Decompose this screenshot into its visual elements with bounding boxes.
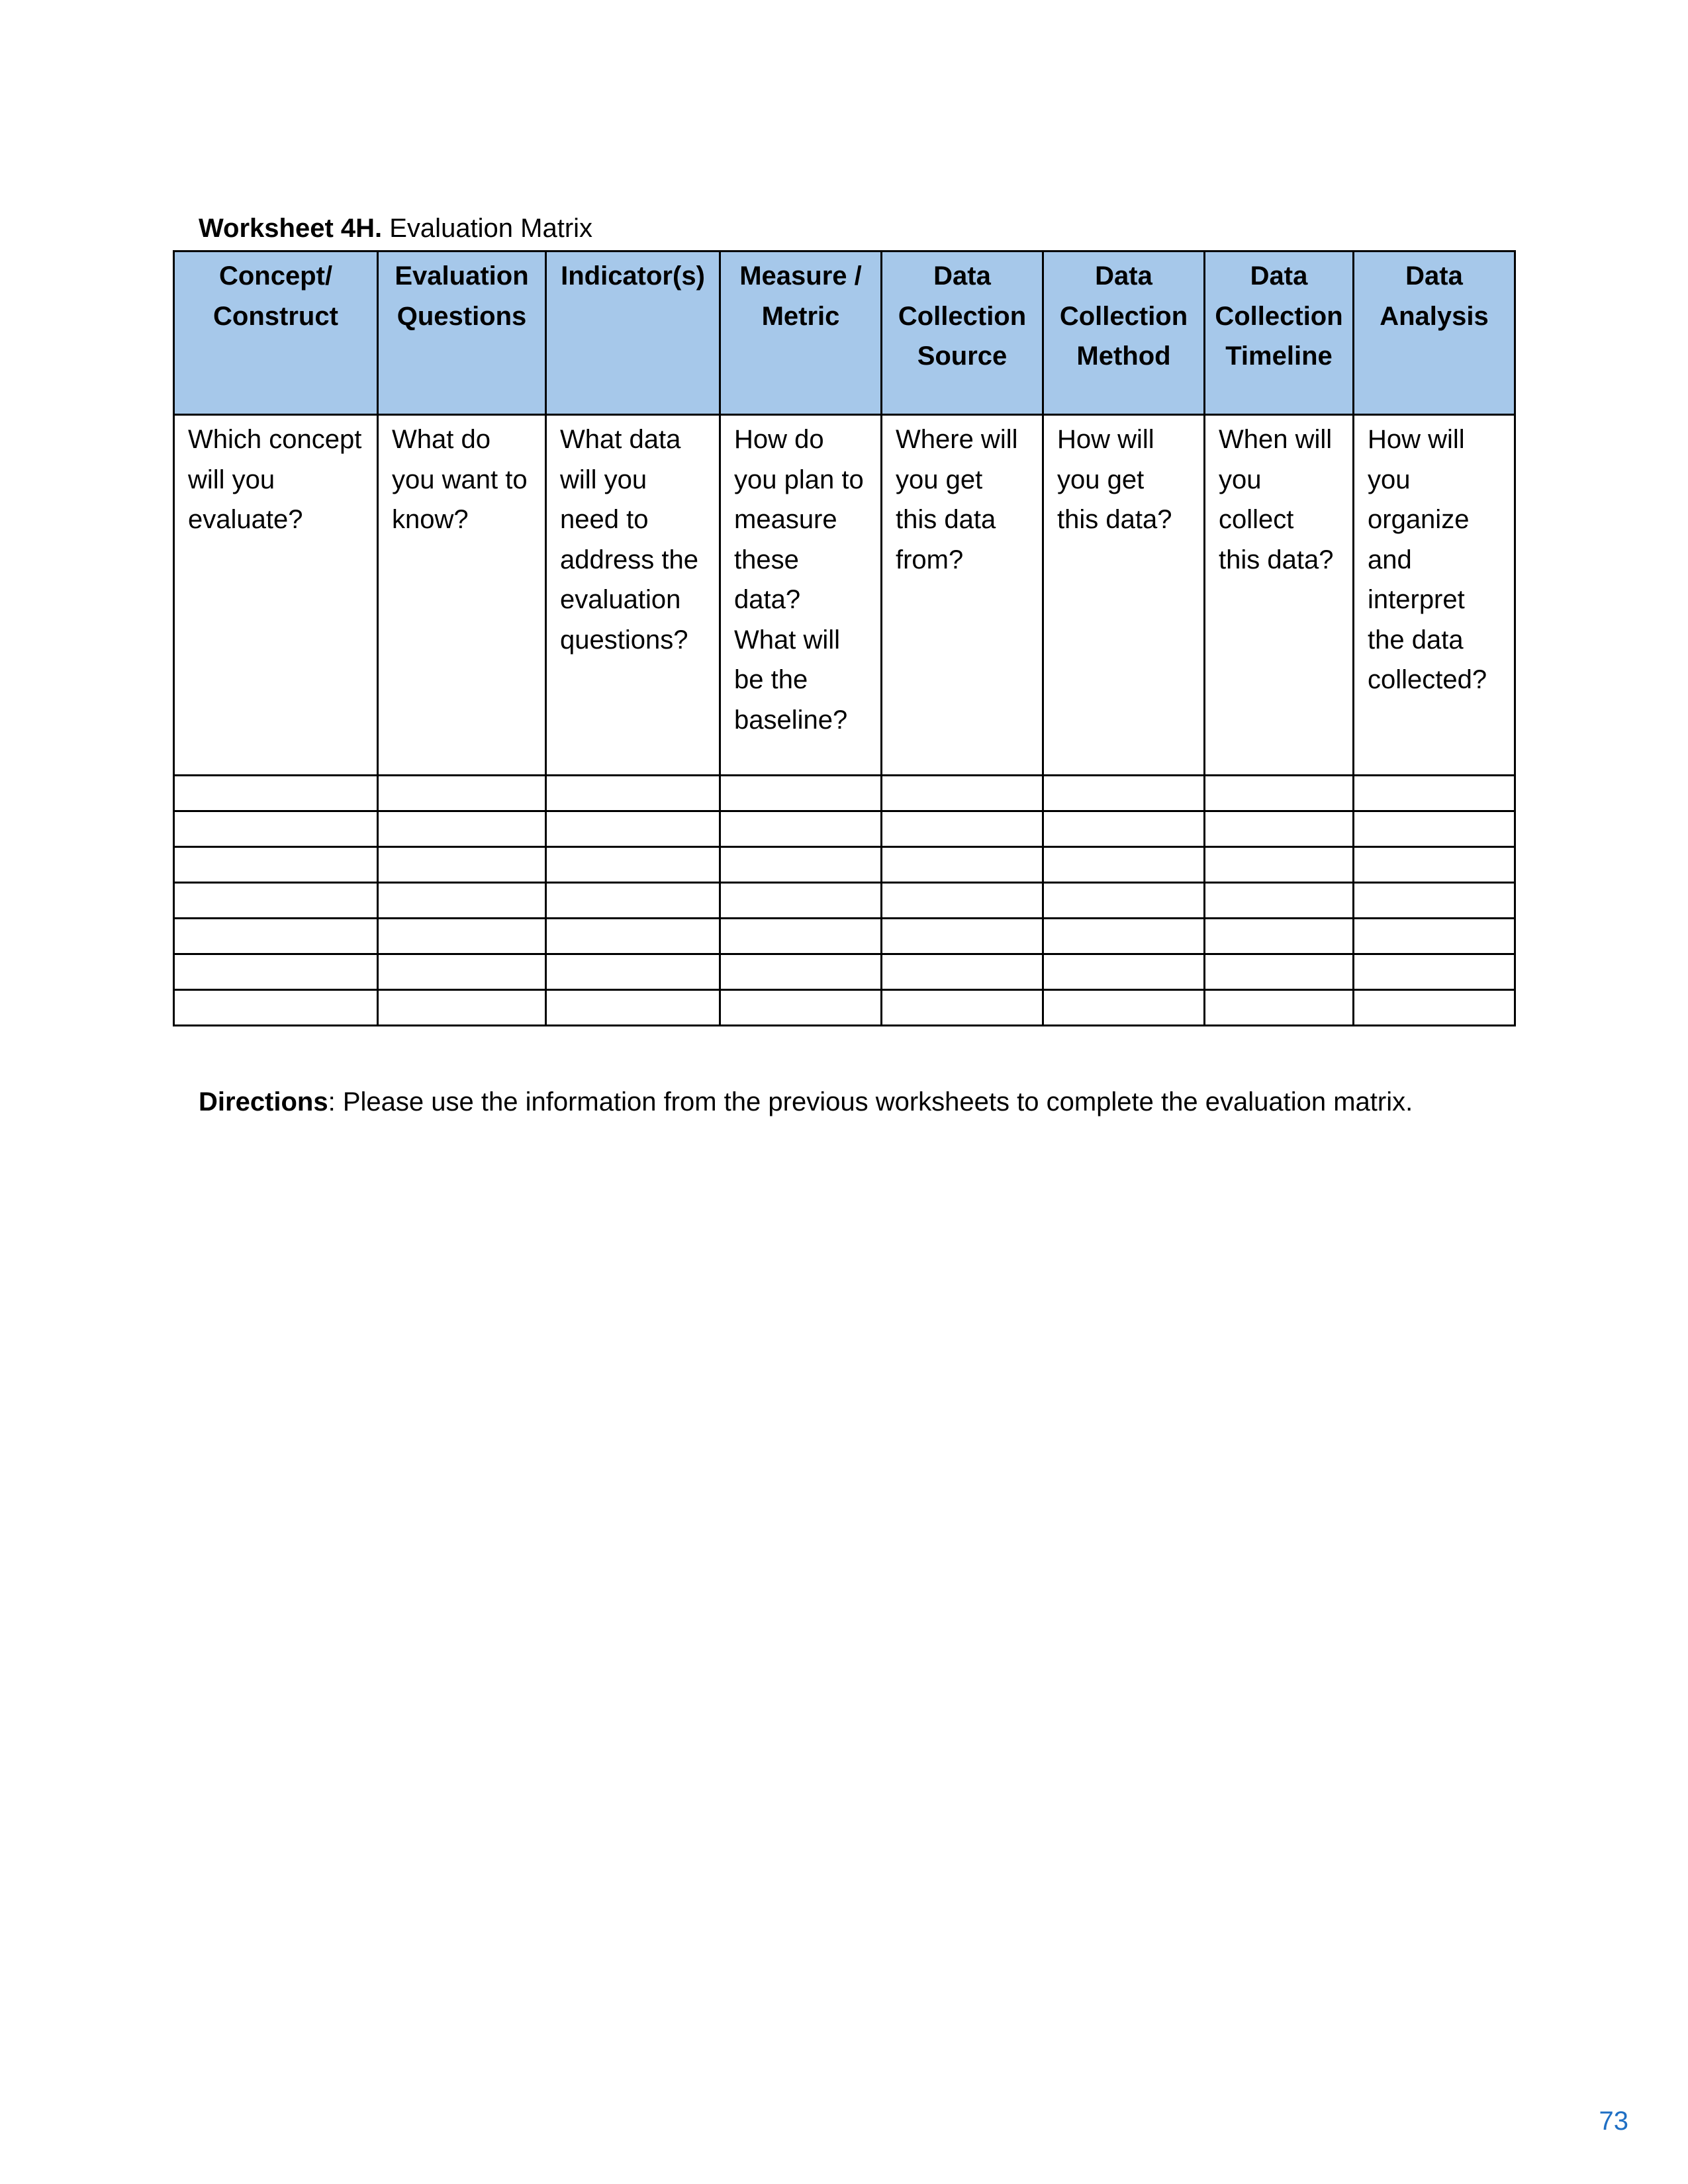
blank-cell[interactable] (546, 847, 720, 883)
blank-cell[interactable] (1354, 990, 1515, 1026)
blank-row (174, 919, 1515, 954)
prompt-concept-construct: Which concept will you evaluate? (174, 415, 378, 776)
prompt-indicators: What data will you need to address the evaluation questions? (546, 415, 720, 776)
header-data-analysis: Data Analysis (1354, 251, 1515, 415)
blank-cell[interactable] (546, 883, 720, 919)
blank-cell[interactable] (546, 954, 720, 990)
header-data-collection-source: Data Collection Source (882, 251, 1043, 415)
blank-cell[interactable] (1205, 883, 1354, 919)
blank-cell[interactable] (1354, 776, 1515, 811)
blank-cell[interactable] (882, 919, 1043, 954)
blank-cell[interactable] (546, 990, 720, 1026)
blank-cell[interactable] (174, 919, 378, 954)
blank-cell[interactable] (1354, 811, 1515, 847)
blank-cell[interactable] (546, 811, 720, 847)
prompt-data-collection-source: Where will you get this data from? (882, 415, 1043, 776)
blank-cell[interactable] (174, 847, 378, 883)
blank-cell[interactable] (1043, 811, 1205, 847)
blank-cell[interactable] (378, 954, 546, 990)
blank-cell[interactable] (174, 990, 378, 1026)
blank-cell[interactable] (174, 811, 378, 847)
blank-cell[interactable] (378, 919, 546, 954)
blank-cell[interactable] (720, 776, 882, 811)
worksheet-title: Evaluation Matrix (382, 214, 593, 243)
blank-row (174, 954, 1515, 990)
blank-cell[interactable] (1043, 919, 1205, 954)
directions-label: Directions (199, 1087, 328, 1116)
header-data-collection-method: Data Collection Method (1043, 251, 1205, 415)
blank-cell[interactable] (882, 990, 1043, 1026)
prompt-evaluation-questions: What do you want to know? (378, 415, 546, 776)
blank-cell[interactable] (1205, 847, 1354, 883)
prompt-data-collection-timeline: When will you collect this data? (1205, 415, 1354, 776)
blank-cell[interactable] (882, 883, 1043, 919)
blank-cell[interactable] (1354, 954, 1515, 990)
header-measure-metric: Measure / Metric (720, 251, 882, 415)
directions-text (199, 1085, 1413, 1118)
blank-cell[interactable] (174, 954, 378, 990)
blank-cell[interactable] (1354, 847, 1515, 883)
blank-cell[interactable] (1043, 776, 1205, 811)
blank-cell[interactable] (882, 954, 1043, 990)
blank-cell[interactable] (174, 776, 378, 811)
evaluation-matrix-table (173, 250, 1516, 1026)
page-number: 73 (1599, 2107, 1628, 2136)
blank-cell[interactable] (1043, 847, 1205, 883)
blank-cell[interactable] (1043, 954, 1205, 990)
prompt-data-analysis: How will you organize and interpret the data collected? (1354, 415, 1515, 776)
worksheet-label: Worksheet 4H. (199, 214, 383, 243)
prompt-row (174, 415, 1515, 776)
blank-cell[interactable] (882, 811, 1043, 847)
prompt-measure-metric: How do you plan to measure these data? What will be the baseline? (720, 415, 882, 776)
blank-cell[interactable] (378, 990, 546, 1026)
directions-body: : Please use the information from the previous worksheets to complete the evaluation matrix. (328, 1087, 1413, 1116)
blank-cell[interactable] (1205, 919, 1354, 954)
blank-row (174, 990, 1515, 1026)
blank-cell[interactable] (1043, 883, 1205, 919)
blank-cell[interactable] (720, 883, 882, 919)
header-concept-construct: Concept/ Construct (174, 251, 378, 415)
blank-cell[interactable] (720, 919, 882, 954)
blank-cell[interactable] (882, 847, 1043, 883)
blank-cell[interactable] (1354, 883, 1515, 919)
header-evaluation-questions: Evaluation Questions (378, 251, 546, 415)
worksheet-caption (199, 212, 592, 245)
blank-cell[interactable] (378, 883, 546, 919)
blank-row (174, 811, 1515, 847)
blank-row (174, 883, 1515, 919)
blank-cell[interactable] (720, 990, 882, 1026)
blank-cell[interactable] (720, 847, 882, 883)
blank-cell[interactable] (1205, 954, 1354, 990)
blank-row (174, 847, 1515, 883)
header-data-collection-timeline: Data Collection Timeline (1205, 251, 1354, 415)
blank-cell[interactable] (1354, 919, 1515, 954)
blank-cell[interactable] (1205, 776, 1354, 811)
blank-cell[interactable] (378, 847, 546, 883)
blank-cell[interactable] (1205, 811, 1354, 847)
blank-cell[interactable] (720, 811, 882, 847)
header-row (174, 251, 1515, 415)
header-indicators: Indicator(s) (546, 251, 720, 415)
blank-cell[interactable] (546, 776, 720, 811)
blank-cell[interactable] (720, 954, 882, 990)
blank-cell[interactable] (174, 883, 378, 919)
blank-cell[interactable] (1043, 990, 1205, 1026)
blank-cell[interactable] (882, 776, 1043, 811)
blank-cell[interactable] (378, 776, 546, 811)
blank-row (174, 776, 1515, 811)
blank-cell[interactable] (546, 919, 720, 954)
prompt-data-collection-method: How will you get this data? (1043, 415, 1205, 776)
blank-cell[interactable] (378, 811, 546, 847)
blank-cell[interactable] (1205, 990, 1354, 1026)
